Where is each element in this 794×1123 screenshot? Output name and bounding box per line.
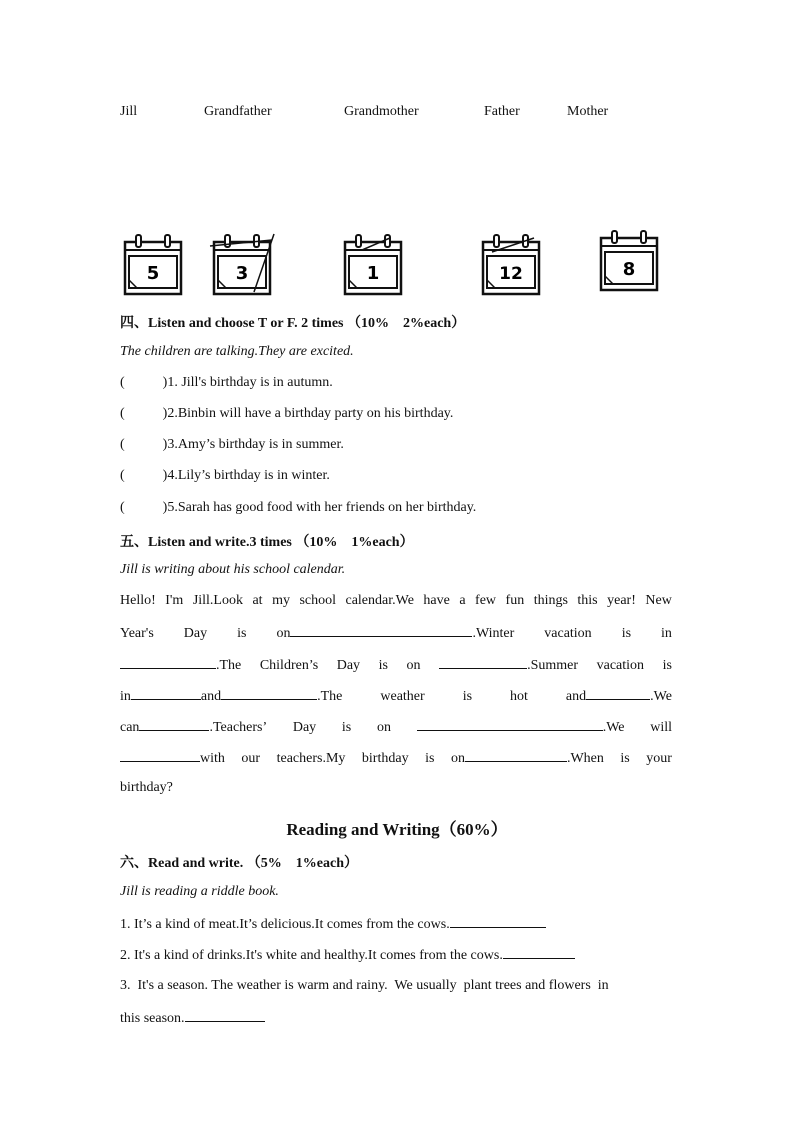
list-item: ( )3.Amy’s birthday is in summer. <box>120 437 344 452</box>
name-jill: Jill <box>120 104 138 119</box>
answer-blank[interactable] <box>120 749 200 762</box>
answer-blank[interactable] <box>586 687 650 700</box>
answer-blank[interactable] <box>139 718 209 731</box>
section6-heading: 六、Read and write. （5% 1%each） <box>120 856 358 871</box>
list-item: ( )1. Jill's birthday is in autumn. <box>120 375 333 390</box>
passage-line-7: birthday? <box>120 780 173 795</box>
name-grandfather: Grandfather <box>204 104 272 119</box>
answer-blank[interactable] <box>450 915 546 928</box>
list-item: ( )4.Lily’s birthday is in winter. <box>120 468 330 483</box>
calendar-icon <box>480 232 542 298</box>
passage-line-2: Year's Day is on .Winter vacation is in <box>120 626 672 641</box>
answer-blank[interactable] <box>439 656 527 669</box>
answer-blank[interactable] <box>131 687 201 700</box>
list-item: ( )5.Sarah has good food with her friends on her birthday. <box>120 500 477 515</box>
name-mother: Mother <box>567 104 609 119</box>
section6-intro: Jill is reading a riddle book. <box>120 884 279 899</box>
list-item: ( )2.Binbin will have a birthday party on his birthday. <box>120 406 454 421</box>
list-item: this season. <box>120 1009 265 1027</box>
section4-heading: 四、Listen and choose T or F. 2 times （10% 2%each） <box>120 316 466 331</box>
calendar-number: 1 <box>366 263 380 284</box>
answer-blank[interactable] <box>120 656 216 669</box>
passage-line-4: in and .The weather is hot and .We <box>120 689 672 704</box>
answer-blank[interactable] <box>290 624 472 637</box>
calendar-number: 3 <box>235 263 249 284</box>
list-item: 2. It's a kind of drinks.It's white and healthy.It comes from the cows. <box>120 946 575 964</box>
calendar-icon <box>208 232 276 298</box>
calendar-icon <box>598 228 660 294</box>
section4-intro: The children are talking.They are excited. <box>120 344 354 359</box>
answer-blank[interactable] <box>221 687 317 700</box>
name-father: Father <box>484 104 520 119</box>
passage-line-6: with our teachers.My birthday is on .When is your <box>120 749 672 767</box>
answer-blank[interactable] <box>465 749 567 762</box>
passage-line-5: can .Teachers’ Day is on .We will <box>120 720 672 735</box>
answer-blank[interactable] <box>417 718 603 731</box>
calendar-icon <box>342 232 404 298</box>
list-item: 3. It's a season. The weather is warm and rainy. We usually plant trees and flowers in <box>120 978 609 993</box>
calendar-number: 5 <box>146 263 160 284</box>
calendar-number: 12 <box>499 264 523 284</box>
name-grandmother: Grandmother <box>344 104 419 119</box>
answer-blank[interactable] <box>503 946 575 959</box>
section5-intro: Jill is writing about his school calendar. <box>120 562 346 577</box>
calendar-icon <box>122 232 184 298</box>
passage-line-3: .The Children’s Day is on .Summer vacation is <box>120 656 672 674</box>
calendar-number: 8 <box>622 259 636 280</box>
section-title: Reading and Writing（60%） <box>286 820 508 839</box>
section5-heading: 五、Listen and write.3 times （10% 1%each） <box>120 535 414 550</box>
answer-blank[interactable] <box>185 1009 265 1022</box>
list-item: 1. It’s a kind of meat.It’s delicious.It comes from the cows. <box>120 915 546 933</box>
passage-line-1: Hello! I'm Jill.Look at my school calendar.We have a few fun things this year! New <box>120 593 672 608</box>
